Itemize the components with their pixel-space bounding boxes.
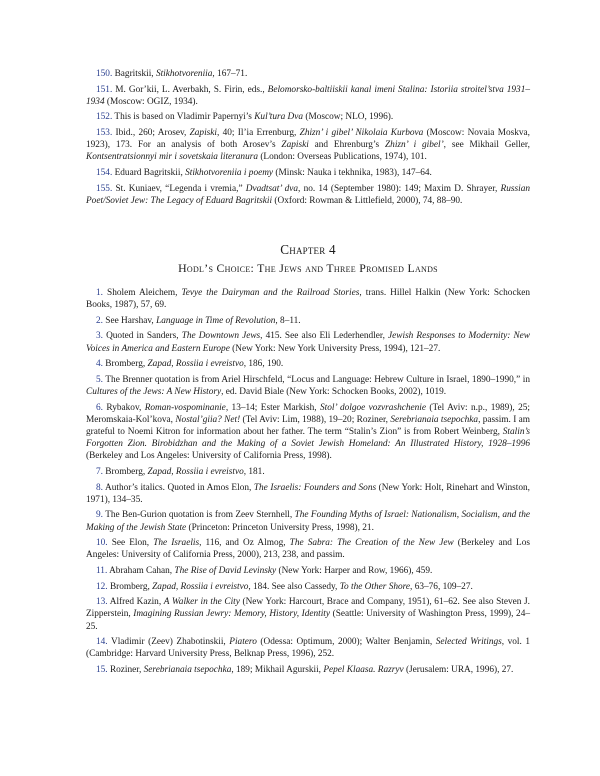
footnote-title-italic: Nostal’giia? Net! [175, 414, 241, 425]
footnote [86, 374, 530, 398]
footnote-text: , no. 14 (September 1980): 149; Maxim D. Shrayer, [298, 183, 501, 194]
footnote-text: M. Gor’kii, L. Averbakh, S. Firin, eds., [112, 84, 268, 95]
footnote-title-italic: Kul’tura Dva [254, 112, 304, 123]
footnote-text: Sholem Aleichem, [102, 288, 182, 298]
footnote-title-italic: Dvadtsat’ dva [245, 183, 299, 194]
footnote-text: , 13–14; Ester Markish, [225, 402, 321, 413]
footnote-text: (Minsk: Nauka i tekhnika, 1983), 147–64. [273, 167, 432, 178]
footnote-text: , 63–76, 109–27. [410, 581, 473, 592]
footnote-number[interactable]: 5. [96, 374, 103, 385]
footnote-title-italic: Zapad, Rossiia i evreistvo [147, 466, 244, 477]
footnote-text: Bromberg, [102, 359, 148, 370]
footnote-text: (Moscow: OGIZ, 1934). [104, 96, 198, 107]
footnote [86, 68, 530, 80]
footnote-number[interactable]: 6. [96, 402, 103, 413]
footnote-text: Abraham Cahan, [107, 565, 175, 576]
footnote-number[interactable]: 12. [96, 581, 108, 592]
footnote-title-italic: To the Other Shore [339, 581, 411, 592]
footnote-text: The Brenner quotation is from Ariel Hirschfeld, “Locus and Language: Hebrew Culture in Israel, 1890–1990,” in [102, 374, 530, 385]
footnote-title-italic: The Sabra: The Creation of the New Jew [289, 538, 454, 549]
footnote-title-italic: Pepel Klaasa. Razryv [323, 664, 404, 675]
footnote-text: , 415. See also Eli Lederhendler, [260, 331, 389, 342]
footnote [86, 537, 530, 561]
footnote [86, 183, 530, 207]
footnote-number[interactable]: 14. [96, 637, 108, 648]
footnote-text: Quoted in Sanders, [102, 331, 182, 342]
footnote-text: (Tel Aviv: n.p., 1989), 25; Meromskaia-Kol’kova, [86, 402, 531, 425]
footnote-title-italic: Zhizn’ i gibel’ [385, 140, 444, 151]
footnote-title-italic: Roman-vospominanie [144, 402, 226, 413]
footnote-text: (Princeton: Princeton University Press, 1998), 21. [186, 522, 374, 533]
footnote [86, 84, 530, 108]
footnote-title-italic: The Founding Myths of Israel: Nationalism, Socialism, and the Making of the Jewish State [86, 510, 530, 533]
footnote-text: (Seattle: University of Washington Press, 1999), 24–25. [86, 609, 530, 632]
footnote-text: (Berkeley and Los Angeles: University of California Press, 2000), 213, 238, and passim. [86, 538, 530, 561]
footnote-title-italic: Language in Time of Revolution [156, 315, 276, 326]
footnote-text: , 181. [243, 466, 265, 477]
footnote-title-italic: Serebrianaia tsepochka [143, 664, 232, 675]
footnote-text: See Elon, [107, 538, 154, 549]
footnote-text: The Ben-Gurion quotation is from Zeev Sternhell, [102, 510, 295, 521]
footnote [86, 402, 530, 463]
footnote-text: (Berkeley and Los Angeles: University of California Press, 1998). [86, 451, 332, 462]
chapter-title: Hodl’s Choice: The Jews and Three Promised Lands [178, 261, 438, 275]
footnote-text: Bagritskii, [112, 69, 156, 79]
footnote [86, 509, 530, 533]
footnote-number[interactable]: 150. [96, 69, 113, 79]
footnote [86, 664, 530, 676]
footnote-text: (New York: Harper and Row, 1966), 459. [276, 565, 433, 576]
footnote-title-italic: Selected Writings [435, 637, 502, 648]
footnote-text: St. Kuniaev, “Legenda i vremia,” [112, 183, 246, 194]
footnote-text: Rybakov, [102, 402, 145, 413]
footnote-title-italic: Cultures of the Jews: A New History [86, 386, 222, 397]
footnote-number[interactable]: 10. [96, 538, 108, 549]
footnote-title-italic: Kontsentratsionnyi mir i sovetskaia literanura [86, 152, 258, 163]
footnote-number[interactable]: 4. [96, 359, 103, 370]
footnote-number[interactable]: 154. [96, 167, 113, 178]
footnote-text: , 189; Mikhail Agurskii, [231, 664, 324, 675]
footnote-title-italic: Zapiski [189, 127, 217, 138]
footnote-text: , 40; Il’ia Errenburg, [217, 127, 300, 138]
footnote-text: , vol. 1 (Cambridge: Harvard University Press, Belknap Press, 1996), 252. [86, 637, 531, 660]
footnote-number[interactable]: 155. [96, 183, 113, 194]
footnote-text: , 116, and Oz Almog, [199, 538, 290, 549]
footnote-text: and Ehrenburg’s [308, 140, 385, 151]
footnote-text: Ibid., 260; Arosev, [112, 127, 190, 138]
footnote-text: Author’s italics. Quoted in Amos Elon, [102, 482, 254, 493]
footnote [86, 466, 530, 478]
footnote-number[interactable]: 2. [96, 315, 103, 326]
footnote-text: (Tel Aviv: Lim, 1988), 19–20; Roziner, [240, 414, 391, 425]
footnote-number[interactable]: 13. [96, 597, 108, 608]
chapter-number: Chapter 4 [280, 242, 336, 257]
footnote-text: , passim. I am grateful to Noemi Kitron for information about her father. The term “Stalin’s Zion” is from Robert Weinberg, [86, 414, 530, 437]
footnote [86, 111, 530, 123]
footnote-text: , 186, 190. [243, 359, 284, 370]
footnote-number[interactable]: 3. [96, 331, 103, 342]
footnote [86, 636, 530, 660]
footnote-title-italic: Zapiski [281, 140, 309, 151]
footnote-title-italic: The Downtown Jews [181, 331, 261, 342]
footnote-text: (New York: Harcourt, Brace and Company, 1951), 61–62. See also Steven J. Zipperstein, [86, 597, 531, 620]
footnote [86, 565, 530, 577]
footnote [86, 581, 530, 593]
footnote-number[interactable]: 9. [96, 510, 103, 521]
footnote-text: , 167–71. [212, 69, 248, 79]
footnote-title-italic: Russian Poet/Soviet Jew: The Legacy of Eduard Bagritskii [86, 183, 530, 206]
footnote-title-italic: Stalin’s Forgotten Zion. Birobidzhan and the Making of a Soviet Jewish Homeland: An Illustrated History, 1928–1996 [86, 426, 530, 450]
footnote-number[interactable]: 15. [96, 664, 108, 675]
footnote-title-italic: Stol’ dolgoe vozvrashchenie [320, 402, 426, 413]
notes-list-previous-chapter [86, 68, 530, 210]
footnote-text: Roziner, [107, 664, 144, 675]
footnote-number[interactable]: 151. [96, 84, 113, 95]
footnote [86, 315, 530, 327]
footnote-title-italic: Zhizn’ i gibel’ Nikolaia Kurbova [299, 127, 424, 138]
footnote-text: See Harshav, [102, 315, 157, 326]
footnote-text: (Odessa: Optimum, 2000); Walter Benjamin, [256, 637, 436, 648]
footnote [86, 127, 530, 164]
footnote-title-italic: Stikhotvoreniia [155, 69, 213, 79]
footnote-title-italic: The Israelis [153, 538, 200, 549]
footnote [86, 482, 530, 506]
footnote-title-italic: The Rise of David Levinsky [174, 565, 277, 576]
footnote-text: (Jerusalem: URA, 1996), 27. [403, 664, 514, 675]
footnote-text: , 8–11. [275, 315, 301, 326]
footnote-text: Vladimir (Zeev) Zhabotinskii, [107, 637, 230, 648]
footnote-text: , 184. See also Cassedy, [248, 581, 340, 592]
footnote-title-italic: Zapad, Rossiia i evreistvo [152, 581, 249, 592]
footnote-text: (Oxford: Rowman & Littlefield, 2000), 74, 88–90. [272, 195, 463, 206]
footnote-title-italic: Jewish Responses to Modernity: New Voices in America and Eastern Europe [86, 331, 530, 354]
footnote-number[interactable]: 152. [96, 112, 113, 123]
footnote-number[interactable]: 1. [96, 288, 103, 298]
footnote-title-italic: Belomorsko-baltiiskii kanal imeni Stalina: Istoriia stroitel’stva 1931–1934 [86, 84, 530, 107]
footnote-number[interactable]: 8. [96, 482, 103, 493]
footnote-title-italic: Stikhotvoreniia i poemy [185, 167, 274, 178]
footnote-title-italic: Imagining Russian Jewry: Memory, History, Identity [133, 609, 331, 620]
footnote-title-italic: Zapad, Rossiia i evreistvo [147, 359, 244, 370]
footnote-text: (Moscow; NLO, 1996). [303, 112, 394, 123]
footnote-text: , ed. David Biale (New York: Schocken Books, 2002), 1019. [221, 386, 447, 397]
footnote-text: Bromberg, [107, 581, 153, 592]
footnote [86, 167, 530, 179]
footnote-title-italic: Tevye the Dairyman and the Railroad Stories [181, 288, 360, 298]
footnote-title-italic: Serebrianaia tsepochka [390, 414, 479, 425]
footnote-text: (New York: Holt, Rinehart and Winston, 1971), 134–35. [86, 482, 530, 505]
footnote-text: , trans. Hillel Halkin (New York: Schocken Books, 1987), 57, 69. [86, 288, 530, 311]
footnote [86, 596, 530, 633]
footnote-title-italic: Piatero [229, 637, 257, 648]
footnote-text: , see Mikhail Geller, [443, 140, 530, 151]
footnote-title-italic: The Israelis: Founders and Sons [253, 482, 377, 493]
footnote-text: Bromberg, [102, 466, 148, 477]
footnote-number[interactable]: 153. [96, 127, 113, 138]
footnote-number[interactable]: 11. [96, 565, 108, 576]
footnote-text: (London: Overseas Publications, 1974), 101. [258, 152, 427, 163]
notes-list-chapter-4 [86, 287, 530, 680]
footnote-text: This is based on Vladimir Papernyi’s [112, 112, 255, 123]
footnote [86, 287, 530, 311]
footnote-title-italic: A Walker in the City [163, 597, 240, 608]
footnote-text: Alfred Kazin, [107, 597, 164, 608]
footnote-text: Eduard Bagritskii, [112, 167, 186, 178]
footnote-text: (New York: New York University Press, 1994), 121–27. [229, 343, 441, 354]
footnote [86, 358, 530, 370]
footnote-number[interactable]: 7. [96, 466, 103, 477]
footnote [86, 330, 530, 354]
footnote-text: (Moscow: Novaia Moskva, 1923), 173. For an analysis of both Arosev’s [86, 127, 530, 151]
